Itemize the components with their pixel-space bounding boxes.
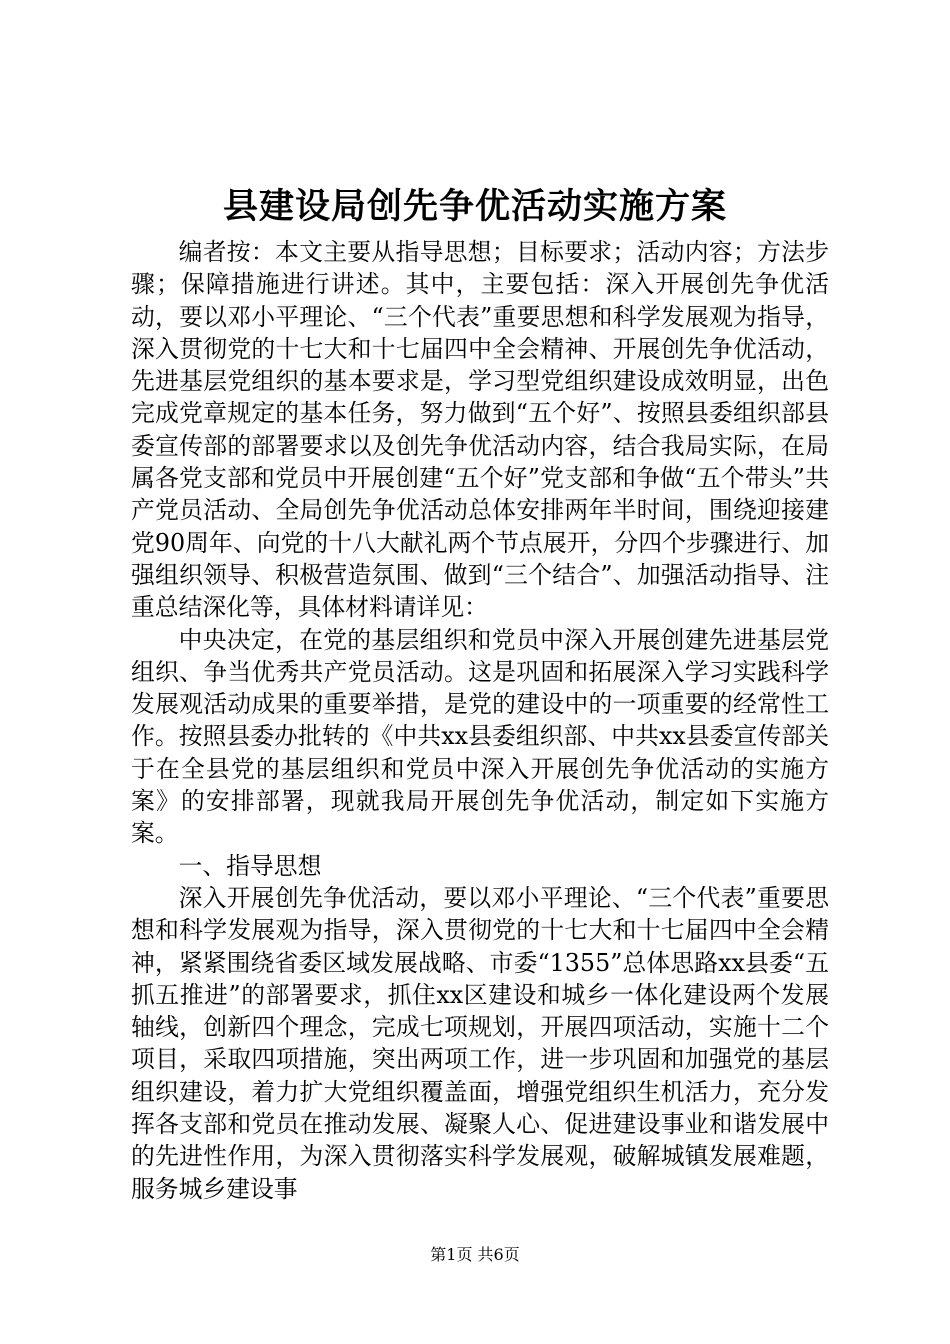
- document-body: [131, 236, 829, 1205]
- guiding-ideology-paragraph: 深入开展创先争优活动，要以邓小平理论、“三个代表”重要思想和科学发展观为指导，深入贯彻党的十七大和十七届四中全会精神，紧紧围绕省委区域发展战略、市委“1355”总体思路xx县委“五抓五推进”的部署要求，抓住xx区建设和城乡一体化建设两个发展轴线，创新四个理念，完成七项规划，开展四项活动，实施十二个项目，采取四项措施，突出两项工作，进一步巩固和加强党的基层组织建设，着力扩大党组织覆盖面，增强党组织生机活力，充分发挥各支部和党员在推动发展、凝聚人心、促进建设事业和谐发展中的先进性作用，为深入贯彻落实科学发展观，破解城镇发展难题，服务城乡建设事: [131, 883, 829, 1203]
- section-heading-guiding-ideology: 一、指导思想: [178, 851, 322, 880]
- document-title: 县建设局创先争优活动实施方案: [222, 186, 727, 227]
- intro-paragraph: 中央决定，在党的基层组织和党员中深入开展创建先进基层党组织、争当优秀共产党员活动。这是巩固和拓展深入学习实践科学发展观活动成果的重要举措，是党的建设中的一项重要的经常性工作。按照县委办批转的《中共xx县委组织部、中共xx县委宣传部关于在全县党的基层组织和党员中深入开展创先争优活动的实施方案》的安排部署，现就我局开展创先争优活动，制定如下实施方案。: [131, 625, 829, 848]
- page-footer: 第1页 共6页: [430, 1245, 520, 1264]
- editor-note-paragraph: 编者按：本文主要从指导思想；目标要求；活动内容；方法步骤；保障措施进行讲述。其中，主要包括：深入开展创先争优活动，要以邓小平理论、“三个代表”重要思想和科学发展观为指导，深入贯彻党的十七大和十七届四中全会精神、开展创先争优活动，先进基层党组织的基本要求是，学习型党组织建设成效明显，出色完成党章规定的基本任务，努力做到“五个好”、按照县委组织部县委宣传部的部署要求以及创先争优活动内容，结合我局实际，在局属各党支部和党员中开展创建“五个好”党支部和争做“五个带头”共产党员活动、全局创先争优活动总体安排两年半时间，围绕迎接建党90周年、向党的十八大献礼两个节点展开，分四个步骤进行、加强组织领导、积极营造氛围、做到“三个结合”、加强活动指导、注重总结深化等，具体材料请详见：: [131, 238, 829, 622]
